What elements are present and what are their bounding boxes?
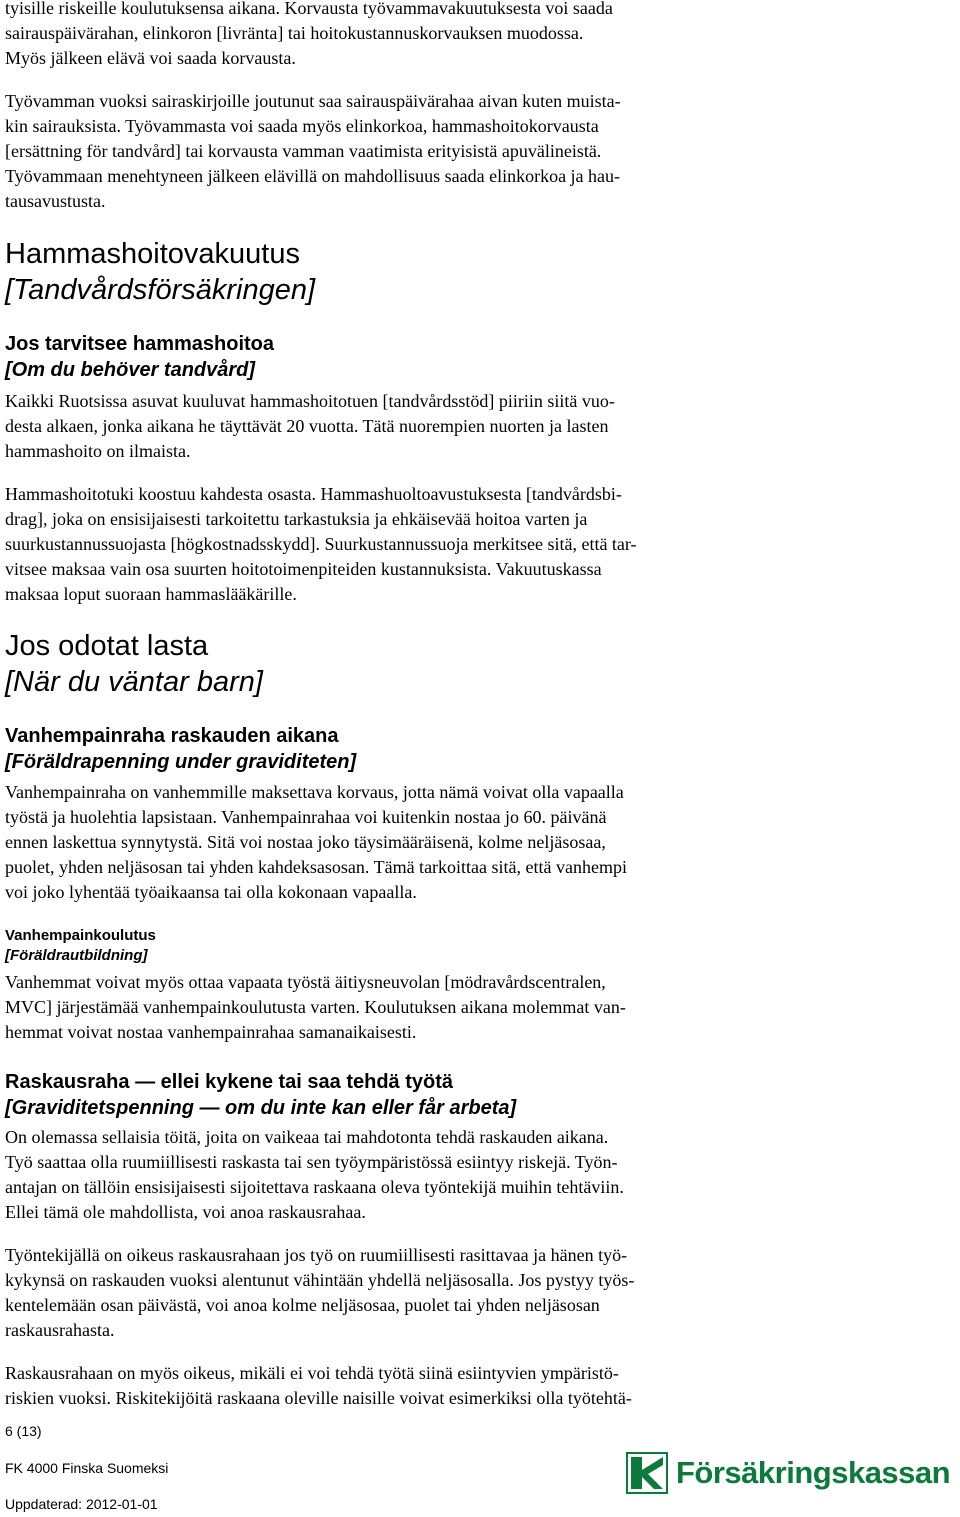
text-line: ennen laskettua synnytystä. Sitä voi nostaa joko täysimääräisenä, kolme neljäsosaa,: [5, 832, 606, 852]
text-line: tausavustusta.: [5, 191, 106, 211]
text-line: suurkustannussuojasta [högkostnadsskydd]. Suurkustannussuoja merkitsee sitä, että tar-: [5, 534, 637, 554]
document-title: FK 4000 Finska Suomeksi: [5, 1460, 169, 1476]
heading-sv: [Graviditetspenning — om du inte kan eller får arbeta]: [5, 1097, 517, 1119]
text-line: Työvamman vuoksi sairaskirjoille joutunut saa sairauspäivärahaa aivan kuten muista-: [5, 91, 621, 111]
logo-icon: [626, 1452, 668, 1494]
paragraph-parental-benefit: [5, 780, 627, 905]
paragraph-pregnancy-1: [5, 1125, 624, 1225]
text-line: sairauspäivärahan, elinkoron [livränta] tai hoitokustannuskorvauksen muodossa.: [5, 23, 584, 43]
heading-fi: Vanhempainraha raskauden aikana: [5, 725, 339, 747]
text-line: Vanhempainraha on vanhemmille maksettava korvaus, jotta nämä voivat olla vapaalla: [5, 782, 624, 802]
paragraph-dental-parts: [5, 482, 637, 607]
text-line: vitsee maksaa vain osa suurten hoitotoimenpiteiden kustannuksista. Vakuutuskassa: [5, 559, 602, 579]
text-line: Työntekijällä on oikeus raskausrahaan jos työ on ruumiillisesti rasittavaa ja hänen työ-: [5, 1245, 628, 1265]
text-line: Ellei tämä ole mahdollista, voi anoa raskausrahaa.: [5, 1202, 366, 1222]
subheading-dental-care: [5, 331, 274, 383]
logo-text: Försäkringskassan: [676, 1455, 951, 1490]
heading-sv: [Tandvårdsförsäkringen]: [5, 274, 316, 306]
subheading-parental-benefit: [5, 723, 356, 775]
heading-fi: Hammashoitovakuutus: [5, 238, 300, 270]
subheading-pregnancy-benefit: [5, 1069, 516, 1121]
text-line: työstä ja huolehtia lapsistaan. Vanhempainrahaa voi kuitenkin nostaa jo 60. päivänä: [5, 807, 607, 827]
heading-fi: Raskausraha — ellei kykene tai saa tehdä työtä: [5, 1071, 453, 1093]
text-line: [ersättning för tandvård] tai korvausta vamman vaatimista erityisistä apuvälineistä.: [5, 141, 602, 161]
heading-fi: Jos odotat lasta: [5, 630, 209, 662]
text-line: desta alkaen, jonka aikana he täyttävät 20 vuotta. Tätä nuorempien nuorten ja lasten: [5, 416, 609, 436]
text-line: maksaa loput suoraan hammaslääkärille.: [5, 584, 297, 604]
heading-sv: [Föräldrapenning under graviditeten]: [5, 751, 357, 773]
heading-sv: [Föräldrautbildning]: [5, 947, 148, 964]
text-line: Työvammaan menehtyneen jälkeen elävillä on mahdollisuus saada elinkorkoa ja hau-: [5, 166, 621, 186]
text-line: raskausrahasta.: [5, 1320, 115, 1340]
text-line: Raskausrahaan on myös oikeus, mikäli ei voi tehdä työtä siinä esiintyvien ympäristö-: [5, 1363, 619, 1383]
text-line: kentelemään osan päivästä, voi anoa kolme neljäsosaa, puolet tai yhden neljäsosan: [5, 1295, 600, 1315]
text-line: Hammashoitotuki koostuu kahdesta osasta. Hammashuoltoavustuksesta [tandvårdsbi-: [5, 484, 622, 504]
heading-fi: Vanhempainkoulutus: [5, 927, 156, 944]
paragraph-dental-support: [5, 389, 615, 464]
section-heading-dental-insurance: [5, 236, 315, 308]
text-line: voi joko lyhentää työaikaansa tai olla kokonaan vapaalla.: [5, 882, 417, 902]
updated-date: Uppdaterad: 2012-01-01: [5, 1496, 158, 1512]
paragraph-parent-training: [5, 970, 626, 1045]
heading-fi: Jos tarvitsee hammashoitoa: [5, 333, 274, 355]
text-line: kin sairauksista. Työvammasta voi saada myös elinkorkoa, hammashoitokorvausta: [5, 116, 599, 136]
text-line: puolet, yhden neljäsosan tai yhden kahdeksasosan. Tämä tarkoittaa sitä, että vanhempi: [5, 857, 627, 877]
paragraph-pregnancy-2: [5, 1243, 634, 1343]
heading-sv: [Om du behöver tandvård]: [5, 359, 256, 381]
text-line: antajan on tällöin ensisijaisesti sijoitettava raskaana oleva työntekijä muihin tehtäviin.: [5, 1177, 624, 1197]
text-line: hammashoito on ilmaista.: [5, 441, 191, 461]
text-line: Työ saattaa olla ruumiillisesti raskasta tai sen työympäristössä esiintyy riskejä. Työn-: [5, 1152, 618, 1172]
paragraph-pregnancy-3: [5, 1361, 632, 1411]
section-heading-expecting-child: [5, 628, 263, 700]
text-line: kykynsä on raskauden vuoksi alentunut vähintään yhdellä neljäsosalla. Jos pystyy työs-: [5, 1270, 635, 1290]
paragraph-intro: [5, 0, 613, 71]
subheading-parent-training: [5, 926, 156, 966]
text-line: tyisille riskeille koulutuksensa aikana. Korvausta työvammavakuutuksesta voi saada: [5, 0, 613, 18]
text-line: riskien vuoksi. Riskitekijöitä raskaana oleville naisille voivat esimerkiksi olla työtehtä-: [5, 1388, 632, 1408]
text-line: MVC] järjestämää vanhempainkoulutusta varten. Koulutuksen aikana molemmat van-: [5, 997, 626, 1017]
text-line: Vanhemmat voivat myös ottaa vapaata työstä äitiysneuvolan [mödravårdscentralen,: [5, 972, 606, 992]
text-line: Kaikki Ruotsissa asuvat kuuluvat hammashoitotuen [tandvårdsstöd] piiriin siitä vuo-: [5, 391, 615, 411]
paragraph-work-injury: [5, 89, 621, 214]
text-line: hemmat voivat nostaa vanhempainrahaa samanaikaisesti.: [5, 1022, 417, 1042]
text-line: Myös jälkeen elävä voi saada korvausta.: [5, 48, 296, 68]
page-number: 6 (13): [5, 1423, 42, 1439]
text-line: On olemassa sellaisia töitä, joita on vaikeaa tai mahdotonta tehdä raskauden aikana.: [5, 1127, 609, 1147]
forsakringskassan-logo: [626, 1452, 950, 1494]
heading-sv: [När du väntar barn]: [5, 666, 263, 698]
text-line: drag], joka on ensisijaisesti tarkoitettu tarkastuksia ja ehkäisevää hoitoa varten ja: [5, 509, 588, 529]
